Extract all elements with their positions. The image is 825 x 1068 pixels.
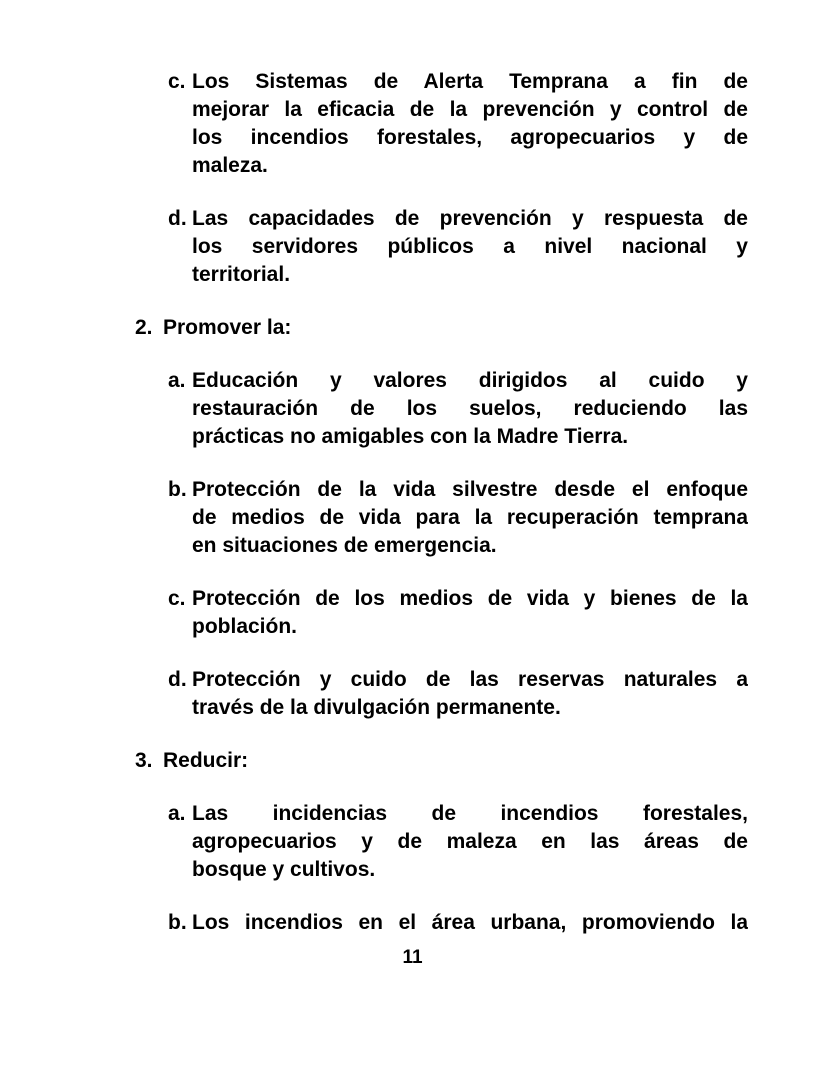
text-line: de medios de vida para la recuperación temprana	[192, 506, 748, 529]
list-marker: d.	[168, 207, 187, 230]
text-line: Los Sistemas de Alerta Temprana a fin de	[192, 70, 748, 93]
list-marker: c.	[168, 70, 186, 93]
text-line: bosque y cultivos.	[192, 858, 376, 881]
list-item-9-b	[135, 909, 748, 937]
text-line: Las capacidades de prevención y respuesta de	[192, 207, 748, 230]
list-item-3-a	[135, 367, 748, 451]
text-line: los servidores públicos a nivel nacional y	[192, 235, 748, 258]
text-line: los incendios forestales, agropecuarios y de	[192, 126, 748, 149]
list-item-2-2	[135, 314, 748, 342]
document-body	[135, 68, 748, 937]
text-line: maleza.	[192, 154, 268, 177]
text-line: Las incidencias de incendios forestales,	[192, 802, 748, 825]
text-line: restauración de los suelos, reduciendo las	[192, 397, 748, 420]
list-item-5-c	[135, 585, 748, 641]
list-marker: 2.	[135, 316, 153, 339]
list-item-0-c	[135, 68, 748, 180]
list-item-4-b	[135, 476, 748, 560]
text-line: prácticas no amigables con la Madre Tierra.	[192, 425, 629, 448]
list-marker: b.	[168, 911, 187, 934]
text-line: Los incendios en el área urbana, promoviendo la	[192, 911, 748, 934]
list-item-7-3	[135, 747, 748, 775]
page-number: 11	[402, 947, 423, 968]
text-line: mejorar la eficacia de la prevención y control de	[192, 98, 748, 121]
text-line: Protección de los medios de vida y bienes de la	[192, 587, 748, 610]
text-line: población.	[192, 615, 297, 638]
text-line: Promover la:	[163, 316, 292, 339]
list-marker: a.	[168, 802, 186, 825]
text-line: Educación y valores dirigidos al cuido y	[192, 369, 748, 392]
list-marker: 3.	[135, 749, 153, 772]
text-line: Protección y cuido de las reservas naturales a	[192, 668, 748, 691]
text-line: en situaciones de emergencia.	[192, 534, 497, 557]
text-line: través de la divulgación permanente.	[192, 696, 561, 719]
list-marker: d.	[168, 668, 187, 691]
text-line: Protección de la vida silvestre desde el enfoque	[192, 478, 748, 501]
list-item-6-d	[135, 666, 748, 722]
text-line: Reducir:	[163, 749, 249, 772]
list-item-1-d	[135, 205, 748, 289]
text-line: agropecuarios y de maleza en las áreas de	[192, 830, 748, 853]
text-line: territorial.	[192, 263, 291, 286]
list-marker: b.	[168, 478, 187, 501]
list-marker: c.	[168, 587, 186, 610]
list-marker: a.	[168, 369, 186, 392]
list-item-8-a	[135, 800, 748, 884]
